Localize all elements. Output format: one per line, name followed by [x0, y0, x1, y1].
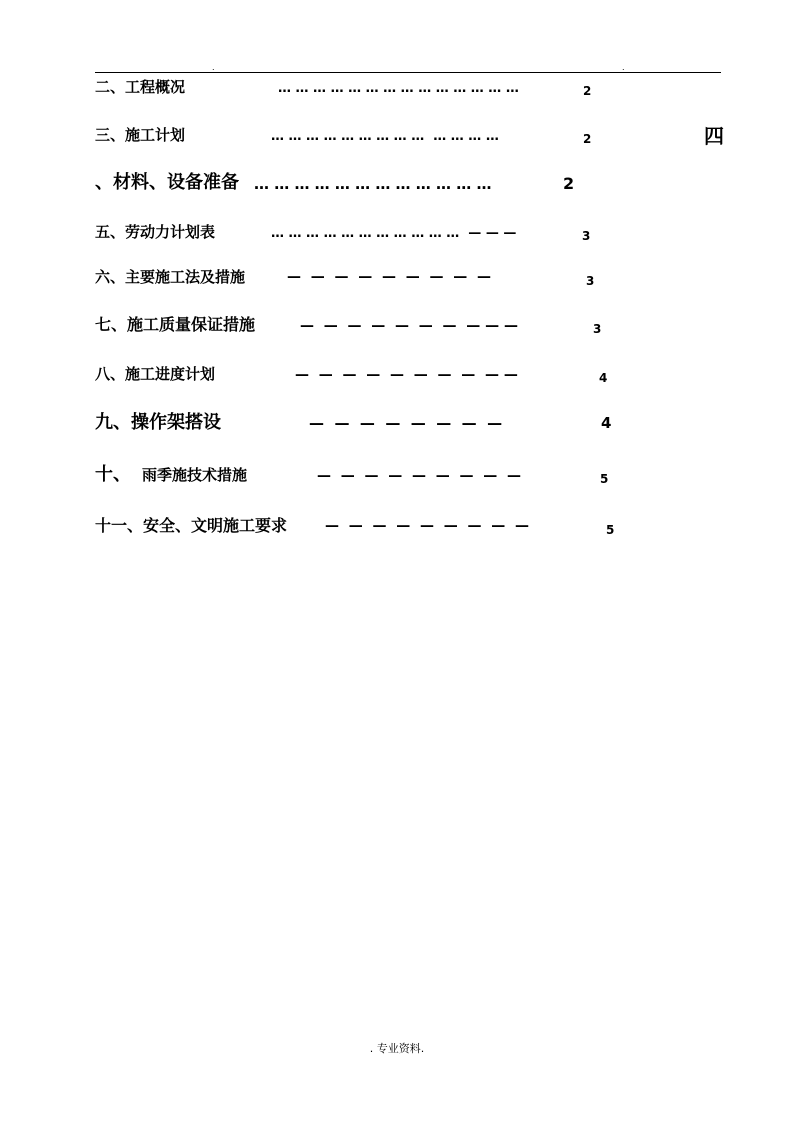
- toc-page-number: 5: [606, 523, 615, 537]
- header-dot-left: .: [212, 63, 215, 72]
- toc-page-number: 2: [583, 132, 592, 146]
- toc-title: 六、主要施工法及措施: [95, 268, 246, 286]
- toc-leader: … … … … … … … … … … … …: [254, 175, 492, 193]
- toc-page-number: 2: [563, 174, 575, 193]
- toc-page-number: 4: [599, 371, 608, 385]
- toc-leader: — — — — — — — — —: [287, 269, 491, 285]
- footer-text: . 专业资料.: [369, 1042, 425, 1055]
- toc-title: 九、操作架搭设: [95, 412, 221, 433]
- toc-title-number: 十、: [95, 464, 131, 485]
- header-rule: [95, 72, 721, 73]
- toc-leader: — — — — — — — — — —: [300, 318, 518, 334]
- toc-next-prefix: 四: [704, 124, 724, 148]
- toc-title: 二、工程概况: [95, 78, 186, 96]
- toc-title: 三、施工计划: [95, 126, 186, 144]
- header-dot-right: .: [622, 63, 625, 72]
- toc-leader: … … … … … … … … … … … — — —: [271, 226, 517, 241]
- toc-page-number: 3: [586, 274, 595, 288]
- toc-leader: — — — — — — — — — —: [295, 367, 518, 383]
- toc-leader: — — — — — — — — —: [317, 468, 521, 484]
- toc-title: 七、施工质量保证措施: [95, 315, 256, 334]
- toc-leader: … … … … … … … … … … … … … …: [278, 81, 519, 96]
- toc-page-number: 3: [593, 322, 602, 336]
- toc-page-number: 3: [582, 229, 591, 243]
- toc-title: 八、施工进度计划: [95, 365, 216, 383]
- toc-page-number: 2: [583, 84, 592, 98]
- toc-title: 、材料、设备准备: [95, 172, 239, 193]
- toc-title: 十一、安全、文明施工要求: [95, 516, 288, 535]
- toc-title: 五、劳动力计划表: [95, 223, 216, 241]
- toc-leader: … … … … … … … … … … … … …: [271, 129, 499, 144]
- toc-page-number: 5: [600, 472, 609, 486]
- toc-leader: — — — — — — — —: [309, 414, 503, 432]
- toc-leader: — — — — — — — — —: [325, 518, 529, 534]
- toc-page-number: 4: [601, 414, 612, 432]
- toc-title: 雨季施技术措施: [142, 466, 248, 484]
